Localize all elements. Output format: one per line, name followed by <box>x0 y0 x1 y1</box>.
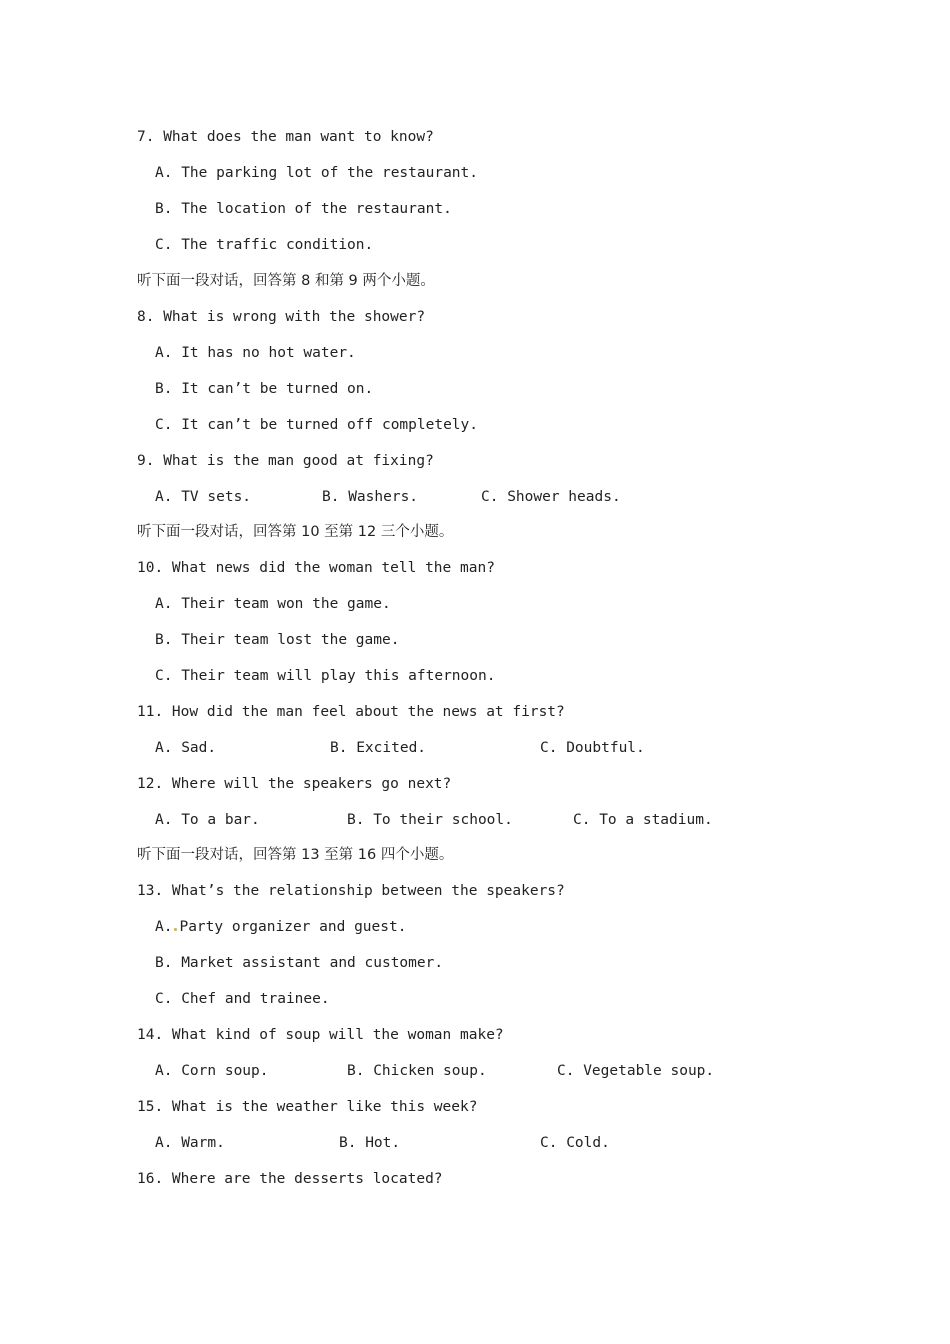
question-11-stem: 11. How did the man feel about the news at first? <box>137 704 565 720</box>
question-13-option-a <box>155 915 406 939</box>
question-8-option-b: B. It can’t be turned on. <box>155 381 374 397</box>
question-15-option-c: C. Cold. <box>540 1135 610 1151</box>
question-7-option-c: C. The traffic condition. <box>155 237 374 253</box>
question-9-option-c: C. Shower heads. <box>481 489 621 505</box>
question-13-stem: 13. What’s the relationship between the speakers? <box>137 883 565 899</box>
question-13-option-b: B. Market assistant and customer. <box>155 955 444 971</box>
question-9-option-b: B. Washers. <box>322 489 419 505</box>
section-instruction-8-9: 听下面一段对话，回答第 8 和第 9 两个小题。 <box>137 273 435 289</box>
question-12-option-c: C. To a stadium. <box>573 812 713 828</box>
question-12-stem: 12. Where will the speakers go next? <box>137 776 452 792</box>
question-7-option-b: B. The location of the restaurant. <box>155 201 452 217</box>
question-10-stem: 10. What news did the woman tell the man? <box>137 560 495 576</box>
question-13-option-c: C. Chef and trainee. <box>155 991 330 1007</box>
stray-mark <box>174 928 177 931</box>
question-14-stem: 14. What kind of soup will the woman make? <box>137 1027 504 1043</box>
section-instruction-10-12: 听下面一段对话，回答第 10 至第 12 三个小题。 <box>137 524 454 540</box>
question-15-option-b: B. Hot. <box>339 1135 401 1151</box>
question-8-stem: 8. What is wrong with the shower? <box>137 309 426 325</box>
question-14-option-a: A. Corn soup. <box>155 1063 269 1079</box>
question-8-option-a: A. It has no hot water. <box>155 345 356 361</box>
question-9-option-a: A. TV sets. <box>155 489 252 505</box>
question-7-option-a: A. The parking lot of the restaurant. <box>155 165 479 181</box>
question-12-option-a: A. To a bar. <box>155 812 260 828</box>
question-10-option-c: C. Their team will play this afternoon. <box>155 668 496 684</box>
question-9-stem: 9. What is the man good at fixing? <box>137 453 434 469</box>
question-13-option-a-text: Party organizer and guest. <box>179 919 407 935</box>
question-13-option-a-label: A. <box>155 919 173 935</box>
question-14-option-b: B. Chicken soup. <box>347 1063 487 1079</box>
question-8-option-c: C. It can’t be turned off completely. <box>155 417 479 433</box>
question-10-option-b: B. Their team lost the game. <box>155 632 400 648</box>
question-14-option-c: C. Vegetable soup. <box>557 1063 715 1079</box>
question-10-option-a: A. Their team won the game. <box>155 596 391 612</box>
question-7-stem: 7. What does the man want to know? <box>137 129 434 145</box>
question-11-option-a: A. Sad. <box>155 740 217 756</box>
question-15-stem: 15. What is the weather like this week? <box>137 1099 478 1115</box>
question-12-option-b: B. To their school. <box>347 812 513 828</box>
question-11-option-b: B. Excited. <box>330 740 427 756</box>
question-15-option-a: A. Warm. <box>155 1135 225 1151</box>
section-instruction-13-16: 听下面一段对话，回答第 13 至第 16 四个小题。 <box>137 847 454 863</box>
question-16-stem: 16. Where are the desserts located? <box>137 1171 443 1187</box>
question-11-option-c: C. Doubtful. <box>540 740 645 756</box>
